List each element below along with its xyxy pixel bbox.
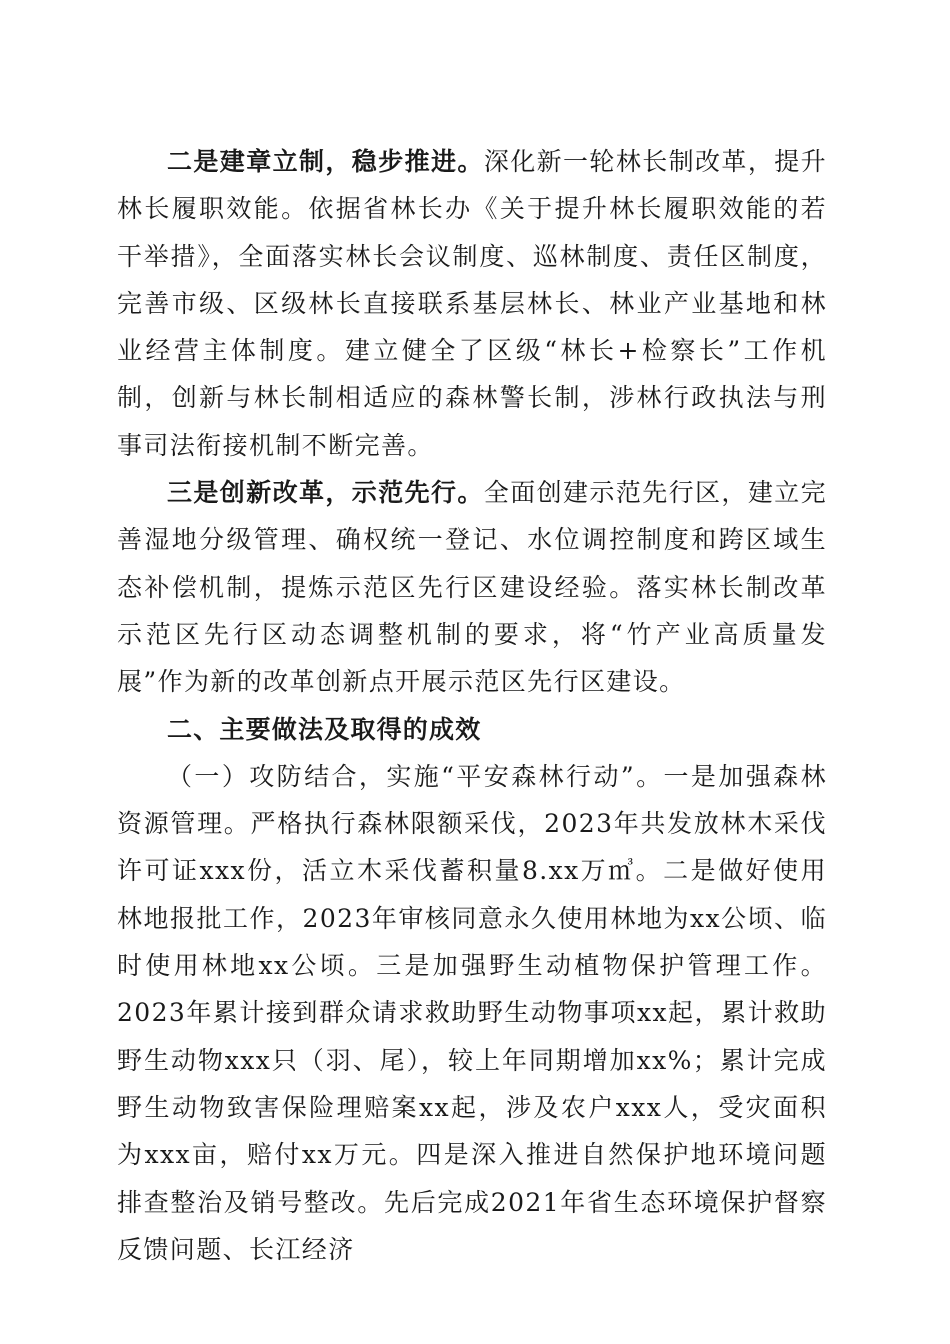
paragraph-text: 一是加强森林资源管理。严格执行森林限额采伐，2023年共发放林木采伐许可证xxx份，活立木采伐蓄积量8.xx万㎥。二是做好使用林地报批工作，2023年审核同意永久使用林地为xx公顷、临时使用林地xx公顷。三是加强野生动植物保护管理工作。2023年累计接到群众请求救助野生动物事项xx起，累计救助野生动物xxx只（羽、尾），较上年同期增加xx%；累计完成野生动物致害保险理赔案xx起，涉及农户xxx人，受灾面积为xxx亩，赔付xx万元。四是深入推进自然保护地环境问题排查整治及销号整改。先后完成2021年省生态环境保护督察反馈问题、长江经济 [117, 761, 827, 1264]
paragraph-safe-forest [117, 753, 827, 1273]
paragraph-text: 深化新一轮林长制改革，提升林长履职效能。依据省林长办《关于提升林长履职效能的若干举措》，全面落实林长会议制度、巡林制度、责任区制度，完善市级、区级林长直接联系基层林长、林业产业基地和林业经营主体制度。建立健全了区级“林长+检察长”工作机制，创新与林长制相适应的森林警长制，涉林行政执法与刑事司法衔接机制不断完善。 [117, 147, 828, 460]
paragraph-lead: 三是创新改革，示范先行。 [167, 478, 484, 508]
paragraph-rules-system [117, 138, 827, 469]
section-heading: 二、主要做法及取得的成效 [167, 714, 482, 744]
paragraph-text: 全面创建示范先行区，建立完善湿地分级管理、确权统一登记、水位调控制度和跨区域生态补偿机制，提炼示范区先行区建设经验。落实林长制改革示范区先行区动态调整机制的要求，将“竹产业高质量发展”作为新的改革创新点开展示范区先行区建设。 [117, 478, 828, 697]
document-body [117, 138, 827, 1273]
paragraph-innovation-reform [117, 469, 827, 705]
paragraph-lead: （一）攻防结合，实施“平安森林行动”。 [167, 761, 664, 791]
paragraph-lead: 二是建章立制，稳步推进。 [167, 147, 484, 176]
